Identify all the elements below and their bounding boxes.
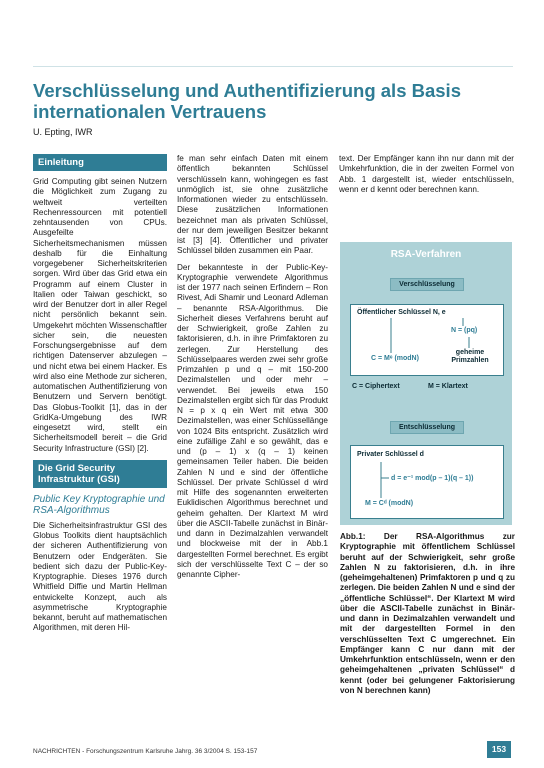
plaintext-def: M = Klartext xyxy=(428,383,468,390)
encryption-tag: Verschlüsselung xyxy=(390,278,464,291)
subheading-pki: Public Key Kryptographie und RSA-Algorithmus xyxy=(33,493,165,517)
figure-title: RSA-Verfahren xyxy=(390,249,462,260)
col2-paragraph-2: Der bekannteste in der Public-Key-Kryptographie verwendete Algorithmus ist der 1977 nach seinen Erfindern – Ron Rivest, Adi Shamir und Leonard Adleman – benannte RSA-Algorithmus. Die Sicherheit dieses Verfahrens beruht auf der Schwierigkeit, große Zahlen zu faktorisieren, d.h. in ihre Primfaktoren zu zerlegen. Zur Herstellung des Schlüsselpaares werden zwei sehr große Primzahlen p und q – mit 150-200 Dezimalstellen und oder mehr – verwendet. Bei jeweils etwa 150 Dezimalstellen ergibt sich für das Produkt N = p x q ein Wert mit etwa 300 Dezimalstellen, was einer Schlüssellänge von 1024 Bits entspricht. Zusätzlich wird eine zufällige Zahl e so gewählt, das e und (p – 1) x (q – 1) keinen gemeinsamen Teiler haben. Die beiden Zahlen N und e sind der öffentliche Schlüssel. Der private Schlüssel d wird mit Hilfe des sogenannten erweiterten Euklidischen Algorithmus berechnet und geheim gehalten. Der Klartext M wird über die ASCII-Tabelle zunächst in Binär- und dann in Dezimalzahlen verwandelt und blockweise mit der in Abb.1 dargestellten Formel berechnet. Es ergibt sich der verschlüsselte Text C – der so genannte Cipher- xyxy=(177,262,328,579)
gsi-paragraph: Die Sicherheitsinfrastruktur GSI des Globus Toolkits dient hauptsächlich der sicheren Authentifizierung von Benutzern oder Endgeräten. Sie bedient sich dazu der Public-Key-Kryptographie. Dieses 1976 durch Whitfield Diffie und Martin Hellman entwickelte Konzept, auch als asymmetrische Kryptographie bekannt, beruht auf mathematischen Algorithmen, mit deren Hil- xyxy=(33,520,167,633)
heading-intro: Einleitung xyxy=(33,154,167,171)
public-key-label: Öffentlicher Schlüssel N, e xyxy=(357,309,446,316)
top-rule xyxy=(33,66,513,67)
c-formula: C = Mᵉ (modN) xyxy=(371,355,419,362)
figure-caption: Abb.1: Der RSA-Algorithmus zur Kryptographie mit öffentlichem Schlüssel beruht auf der Schwierigkeit, sehr große Zahlen N zu faktorisieren, d.h. in ihre (geheimgehaltenen) Primfaktoren p und q zu zerlegen. Die beiden Zahlen N und e sind der „öffentliche Schlüssel“. Der Klartext M wird über die ASCII-Tabelle zunächst in Binär- und dann in Dezimalzahlen verwandelt und mit der dargestellten Formel in den verschlüsselten Text C umgerechnet. Ein Empfänger kann C nur dann mit der Umkehrfunktion entschlüsseln, wenn er den geheimgehaltenen „privaten Schlüssel“ d kennt (oder bei gelungener Faktorisierung von N berechnen kann) xyxy=(340,532,515,695)
heading-gsi: Die Grid Security Infrastruktur (GSI) xyxy=(33,460,167,488)
private-key-label: Privater Schlüssel d xyxy=(357,451,424,458)
page-number: 153 xyxy=(487,741,511,758)
secret-primes-label: geheime Primzahlen xyxy=(451,349,489,364)
intro-paragraph: Grid Computing gibt seinen Nutzern die Möglichkeit zum Zugang zu weltweit verteilten Rechenressourcen mit potentiell zehntausenden von CPUs. Ausgefeilte Sicherheitsmechanismen müssen deshalb für die Einhaltung vorgegebener Sicherheitskriterien sorgen. Wird über das Grid etwa ein Programm auf einem Cluster in Italien oder Taiwan geschickt, so wird der Benutzer dort in aller Regel nicht persönlich bekannt sein. Umgekehrt möchten Wissenschaftler sicher sein, die neuesten Forschungsergebnisse auf dem richtigen Datenserver abzulegen – und nicht etwa bei einem Hacker. Es wird also eine Methode zur sicheren, automatischen Authentifizierung von Benutzern und Servern benötigt. Das Globus-Toolkit [1], das in der GridKa-Umgebung des IWR eingesetzt wird, stellt ein Sicherheitsmodell bereit – die Grid Security Infrastructure (GSI) [2]. xyxy=(33,177,167,453)
ciphertext-def: C = Ciphertext xyxy=(352,383,400,390)
col2-paragraph-1: fe man sehr einfach Daten mit einem öffentlich bekannten Schlüssel verschlüsseln kann, wohingegen es fast unmöglich ist, sie ohne zusätzliche Informationen wieder zu entschlüsseln. Diese zusätzlichen Informationen bezeichnet man als privaten Schlüssel, der nur dem jeweiligen Besitzer bekannt ist [3] [4]. Öffentlicher und privater Schlüssel bilden zusammen ein Paar. xyxy=(177,154,328,256)
connector-lines xyxy=(351,305,503,375)
m-formula: M = Cᵈ (modN) xyxy=(365,500,414,507)
rsa-figure xyxy=(340,242,512,525)
decryption-box xyxy=(350,445,504,519)
d-formula: d = e⁻¹ mod(p – 1)(q – 1)) xyxy=(391,475,474,482)
col3-paragraph-1: text. Der Empfänger kann ihn nur dann mit der Umkehrfunktion, die in der zweiten Formel von Abb. 1 dargestellt ist, wieder entschlüsseln, wenn er d kennt oder berechnen kann. xyxy=(339,154,514,194)
decryption-tag: Entschlüsselung xyxy=(390,421,464,434)
decryption-connectors xyxy=(351,446,503,518)
column-2 xyxy=(177,154,328,586)
n-formula: N = (pq) xyxy=(451,327,478,334)
author-line: U. Epting, IWR xyxy=(33,127,93,137)
column-3 xyxy=(339,154,514,201)
article-title: Verschlüsselung und Authentifizierung als Basis internationalen Vertrauens xyxy=(33,80,461,122)
encryption-box xyxy=(350,304,504,376)
footer-citation: NACHRICHTEN - Forschungszentrum Karlsruhe Jahrg. 36 3/2004 S. 153-157 xyxy=(33,748,258,755)
column-1 xyxy=(33,154,167,640)
